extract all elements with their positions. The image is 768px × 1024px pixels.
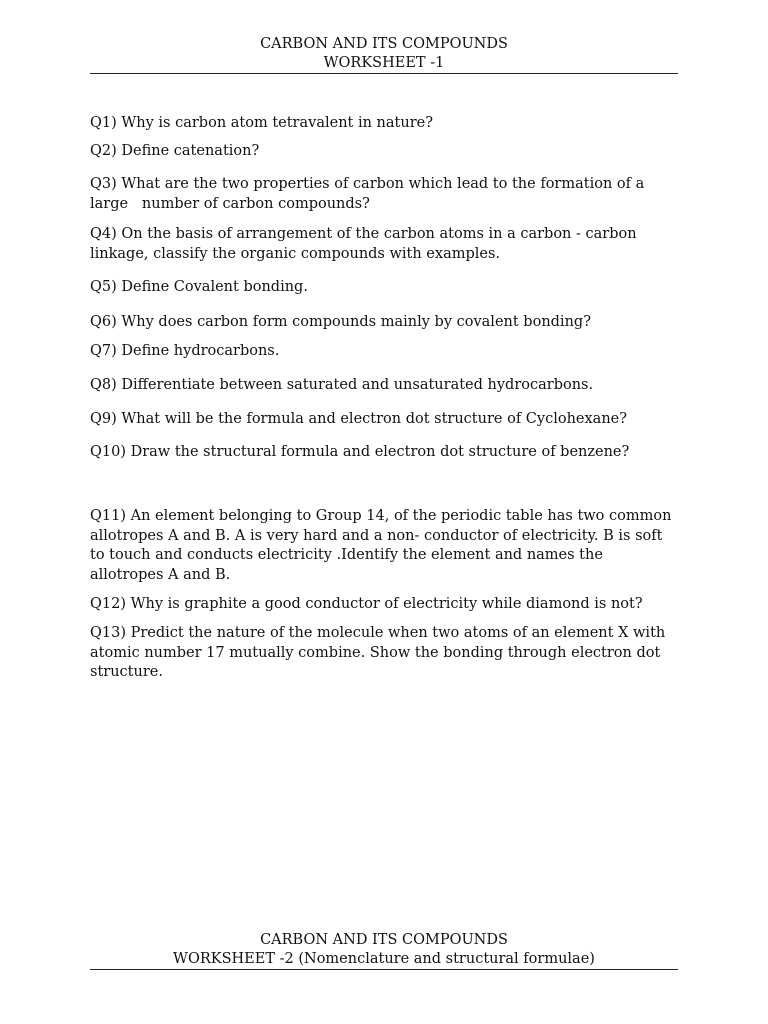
worksheet-1-title: CARBON AND ITS COMPOUNDS bbox=[260, 36, 508, 52]
worksheet-1-subtitle: WORKSHEET -1 bbox=[323, 55, 445, 71]
question-5: Q5) Define Covalent bonding. bbox=[90, 279, 308, 295]
header-divider bbox=[90, 969, 678, 970]
worksheet-2-title: CARBON AND ITS COMPOUNDS bbox=[260, 932, 508, 948]
question-10: Q10) Draw the structural formula and electron dot structure of benzene? bbox=[90, 444, 630, 460]
worksheet-1-header bbox=[90, 35, 678, 73]
header-divider bbox=[90, 73, 678, 74]
question-11: Q11) An element belonging to Group 14, of the periodic table has two common allotropes A and B. A is very hard and a non- conductor of electricity. B is soft to touch and conducts electricity .Identify the element and names the allotropes A and B. bbox=[90, 508, 677, 583]
worksheet-2-subtitle: WORKSHEET -2 (Nomenclature and structural formulae) bbox=[173, 951, 595, 967]
question-3: Q3) What are the two properties of carbon which lead to the formation of a large number of carbon compounds? bbox=[90, 176, 649, 212]
question-8: Q8) Differentiate between saturated and unsaturated hydrocarbons. bbox=[90, 377, 594, 393]
question-6: Q6) Why does carbon form compounds mainly by covalent bonding? bbox=[90, 314, 591, 330]
worksheet-2-header bbox=[90, 931, 678, 969]
question-1: Q1) Why is carbon atom tetravalent in nature? bbox=[90, 115, 433, 131]
question-2: Q2) Define catenation? bbox=[90, 143, 260, 159]
question-13: Q13) Predict the nature of the molecule when two atoms of an element X with atomic number 17 mutually combine. Show the bonding through electron dot structure. bbox=[90, 625, 670, 681]
question-9: Q9) What will be the formula and electron dot structure of Cyclohexane? bbox=[90, 411, 628, 427]
question-7: Q7) Define hydrocarbons. bbox=[90, 343, 280, 359]
question-12: Q12) Why is graphite a good conductor of electricity while diamond is not? bbox=[90, 596, 643, 612]
question-4: Q4) On the basis of arrangement of the carbon atoms in a carbon - carbon linkage, classify the organic compounds with examples. bbox=[90, 226, 642, 262]
